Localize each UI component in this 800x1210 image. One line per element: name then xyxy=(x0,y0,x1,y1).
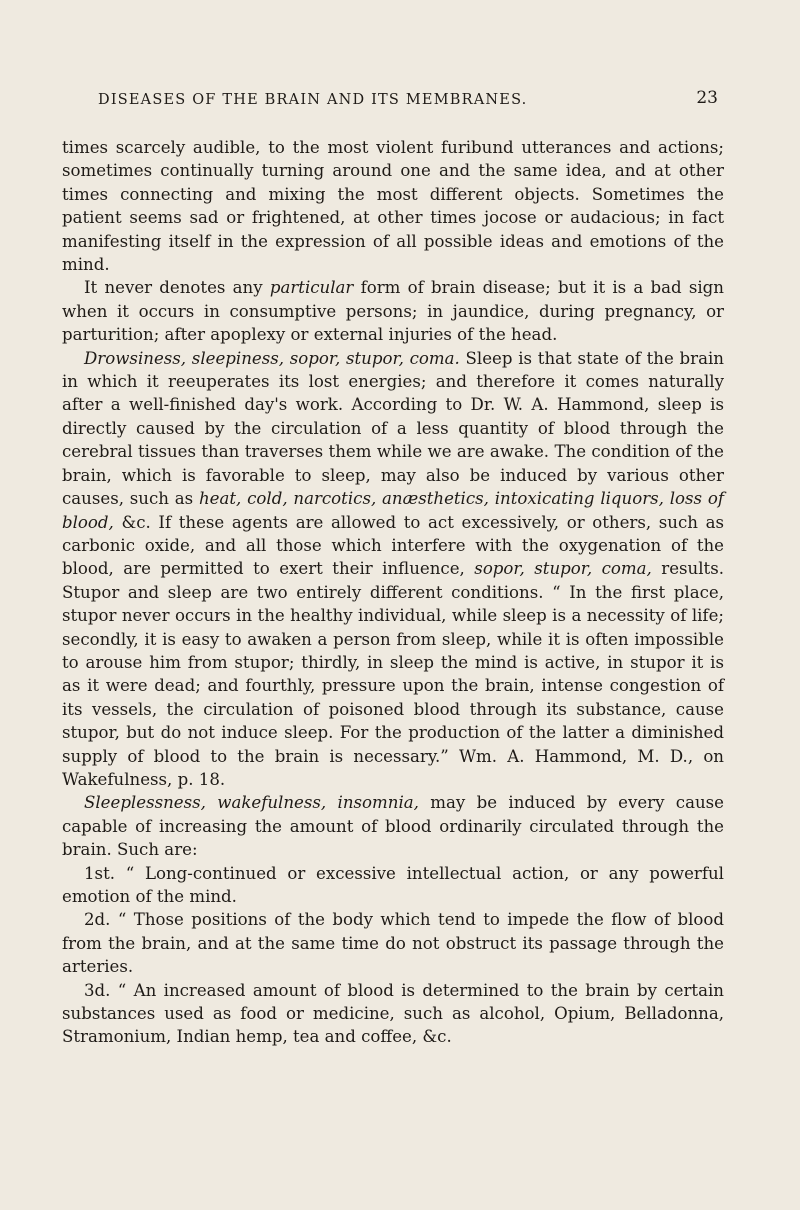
emphasis: particular xyxy=(269,278,354,298)
text-run: Sleep is that state of the brain in which it reeuperates its lost energies; and therefore it comes naturally after a well-finished day's work. According to Dr. W. A. Hammond, sleep is directly caused by the circulation of a less quantity of blood through the cerebral tissues than traverses them while we are awake. The condition of the brain, which is favorable to sleep, may also be induced by various other causes, such as xyxy=(62,348,724,509)
emphasis: heat, cold, narcotics, anæsthetics, intoxicating liquors, loss of blood, xyxy=(62,489,724,532)
list-item: 3d. “ An increased amount of blood is determined to the brain by certain substances used as food or medicine, such as alcohol, Opium, Belladonna, Stramonium, Indian hemp, tea and coffee, &c. xyxy=(62,980,724,1047)
list-item: 1st. “ Long-continued or excessive intellectual action, or any powerful emotion of the mind. xyxy=(62,863,724,906)
running-title: DISEASES OF THE BRAIN AND ITS MEMBRANES. xyxy=(98,92,528,108)
text-run: It never denotes any xyxy=(84,278,270,298)
text-run: form of brain disease; but it is a bad sign when it occurs in consumptive persons; in jaundice, during pregnancy, or parturition; after apoplexy or external injuries of the head. xyxy=(62,278,724,345)
page-number: 23 xyxy=(696,88,718,108)
text-run: may be induced by every cause capable of increasing the amount of blood ordinarily circulated through the brain. Such are: xyxy=(62,793,724,860)
section-heading-italic: Drowsiness, sleepiness, sopor, stupor, coma. xyxy=(84,348,460,368)
paragraph-2 xyxy=(62,276,724,346)
text-run: &c. If these agents are allowed to act excessively, or others, such as carbonic oxide, and all those which interfere with the oxygenation of the blood, are permitted to exert their influence, xyxy=(62,512,724,579)
paragraph-3 xyxy=(62,347,724,792)
paragraph-1: times scarcely audible, to the most violent furibund utterances and actions; sometimes continually turning around one and the same idea, and at other times connecting and mixing the most different objects. Sometimes the patient seems sad or frightened, at other times jocose or audacious; in fact manifesting itself in the expression of all possible ideas and emotions of the mind. xyxy=(62,138,724,275)
list-item: 2d. “ Those positions of the body which tend to impede the flow of blood from the brain, and at the same time do not obstruct its passage through the arteries. xyxy=(62,910,724,977)
text-run: results. Stupor and sleep are two entirely different conditions. “ In the first place, stupor never occurs in the healthy individual, while sleep is a necessity of life; secondly, it is easy to awaken a person from sleep, while it is often impossible to arouse him from stupor; thirdly, in sleep the mind is active, in stupor it is as it were dead; and fourthly, pressure upon the brain, intense congestion of its vessels, the circulation of poisoned blood through its substance, cause stupor, but do not induce sleep. For the production of the latter a diminished supply of blood to the brain is necessary.” Wm. A. Hammond, M. D., on Wakefulness, p. 18. xyxy=(62,559,725,789)
emphasis: sopor, stupor, coma, xyxy=(474,559,652,579)
paragraph-4 xyxy=(62,791,724,861)
body-text xyxy=(62,136,724,1049)
section-heading-italic: Sleeplessness, wakefulness, insomnia, xyxy=(84,793,419,813)
